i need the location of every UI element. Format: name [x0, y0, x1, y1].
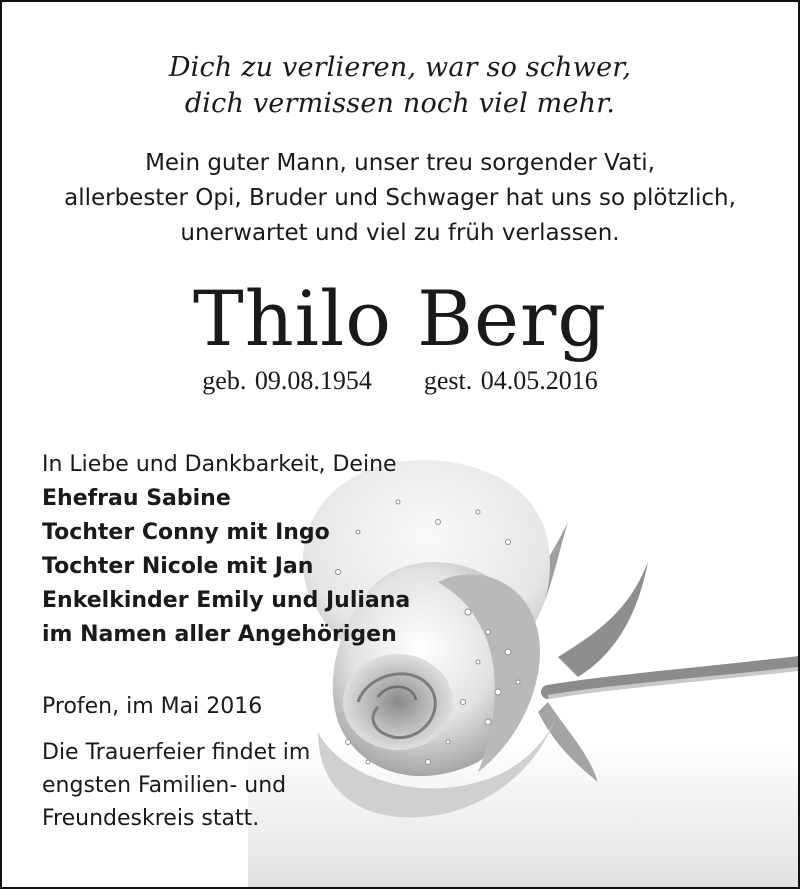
mourner-line: Tochter Nicole mit Jan — [42, 554, 314, 579]
closing-block — [42, 448, 410, 652]
mourner-line: im Namen aller Angehörigen — [42, 622, 397, 647]
mourner-line: Ehefrau Sabine — [42, 486, 231, 511]
life-dates — [2, 364, 798, 398]
intro-text — [2, 146, 798, 251]
verse-line-2: dich vermissen noch viel mehr. — [184, 88, 616, 119]
birth-date: geb. 09.08.1954 — [202, 366, 372, 395]
intro-line-1: Mein guter Mann, unser treu sorgender Vati, — [145, 150, 655, 176]
memorial-verse — [2, 50, 798, 122]
mourner-line: Enkelkinder Emily und Juliana — [42, 588, 411, 613]
service-line-2: engsten Familien- und — [42, 773, 287, 798]
deceased-name: Thilo Berg — [193, 274, 607, 363]
mourner-line: Tochter Conny mit Ingo — [42, 520, 330, 545]
death-date: gest. 04.05.2016 — [423, 366, 598, 395]
closing-salutation: In Liebe und Dankbarkeit, Deine — [42, 452, 397, 477]
place-date: Profen, im Mai 2016 — [42, 694, 263, 719]
intro-line-2: allerbester Opi, Bruder und Schwager hat uns so plötzlich, — [64, 185, 736, 211]
service-line-3: Freundeskreis statt. — [42, 806, 260, 831]
intro-line-3: unerwartet und viel zu früh verlassen. — [180, 220, 620, 246]
service-line-1: Die Trauerfeier findet im — [42, 740, 311, 765]
service-note — [42, 736, 310, 835]
verse-line-1: Dich zu verlieren, war so schwer, — [168, 52, 632, 83]
